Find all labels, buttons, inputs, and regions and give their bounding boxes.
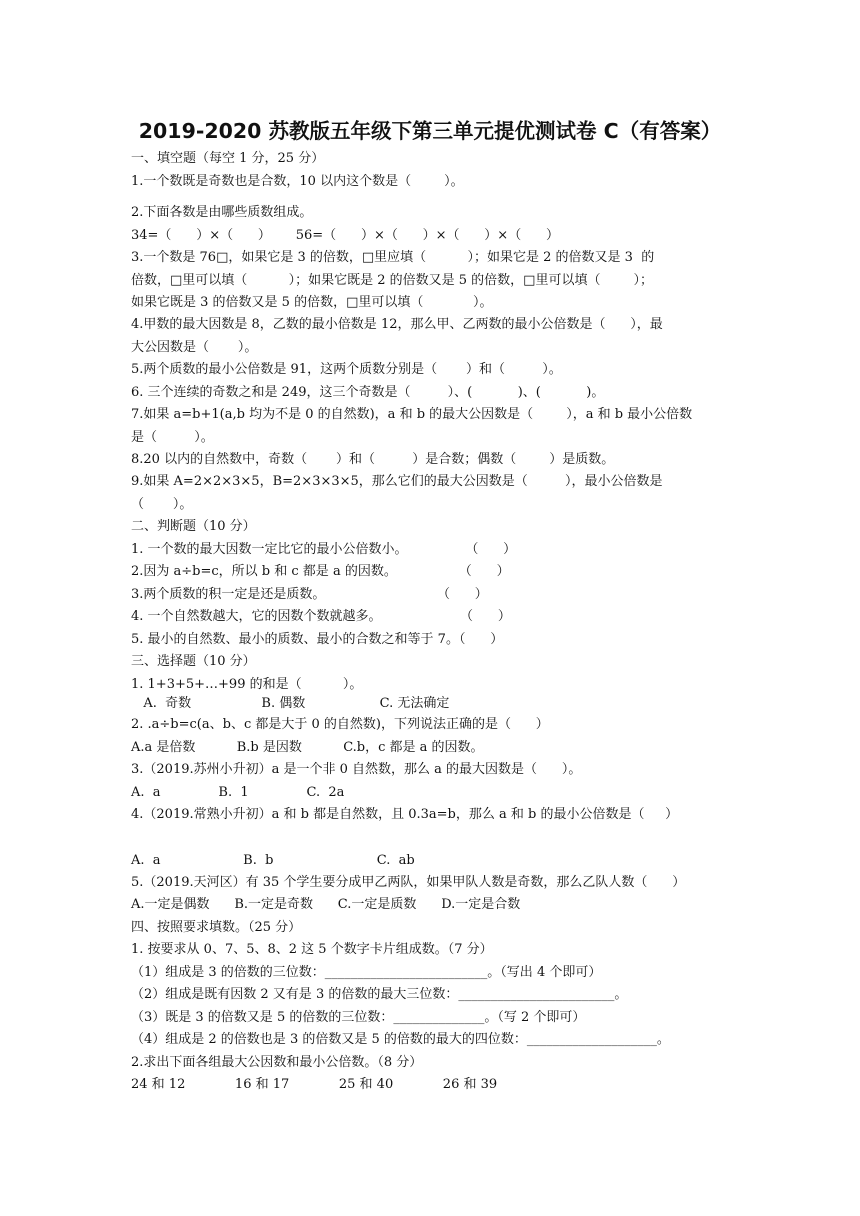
- page-title: 2019-2020 苏教版五年级下第三单元提优测试卷 C（有答案）: [138, 119, 722, 143]
- question-3-5-options: A.一定是偶数 B.一定是奇数 C.一定是质数 D.一定是合数: [131, 897, 521, 912]
- question-1-2: 2.下面各数是由哪些质数组成。: [131, 205, 313, 220]
- question-3-4: 4.（2019.常熟小升初）a 和 b 都是自然数，且 0.3a=b，那么 a 和 b 的最小公倍数是（ ）: [131, 807, 679, 822]
- question-1-2-blanks: 34=（ ）×（ ） 56=（ ）×（ ）×（ ）×（ ）: [131, 228, 559, 243]
- question-4-1-part-3: （3）既是 3 的倍数又是 5 的倍数的三位数：______________。（写 2 个即可）: [131, 1010, 586, 1025]
- question-3-2: 2. .a÷b=c(a、b、c 都是大于 0 的自然数)，下列说法正确的是（ ）: [131, 717, 549, 732]
- question-1-9: 9.如果 A=2×2×3×5，B=2×3×3×5，那么它们的最大公因数是（ ），最小公倍数是: [131, 474, 663, 489]
- question-2-1: 1. 一个数的最大因数一定比它的最小公倍数小。 （ ）: [131, 542, 517, 557]
- question-4-1-part-2: （2）组成是既有因数 2 又有是 3 的倍数的最大三位数：________________________。: [131, 987, 628, 1002]
- question-3-1: 1. 1+3+5+…+99 的和是（ ）。: [131, 677, 363, 692]
- question-4-1: 1. 按要求从 0、7、5、8、2 这 5 个数字卡片组成数。（7 分）: [131, 942, 493, 957]
- section-4-heading: 四、按照要求填数。（25 分）: [131, 920, 302, 935]
- question-2-2: 2.因为 a÷b=c，所以 b 和 c 都是 a 的因数。 （ ）: [131, 564, 510, 579]
- question-4-2: 2.求出下面各组最大公因数和最小公倍数。（8 分）: [131, 1055, 423, 1070]
- question-1-3-cont2: 如果它既是 3 的倍数又是 5 的倍数，□里可以填（ ）。: [131, 295, 493, 310]
- question-2-4: 4. 一个自然数越大，它的因数个数就越多。 （ ）: [131, 609, 511, 624]
- question-3-2-options: A.a 是倍数 B.b 是因数 C.b，c 都是 a 的因数。: [131, 740, 484, 755]
- question-1-3: 3.一个数是 76□，如果它是 3 的倍数，□里应填（ ）；如果它是 2 的倍数又是 3 的: [131, 250, 655, 265]
- question-4-1-part-1: （1）组成是 3 的倍数的三位数：_________________________。（写出 4 个即可）: [131, 965, 602, 980]
- question-3-1-options: A. 奇数 B. 偶数 C. 无法确定: [131, 696, 450, 711]
- question-1-4-cont: 大公因数是（ ）。: [131, 340, 258, 355]
- question-1-9-cont: （ ）。: [131, 497, 193, 512]
- question-3-3: 3.（2019.苏州小升初）a 是一个非 0 自然数，那么 a 的最大因数是（ ）。: [131, 762, 582, 777]
- section-3-heading: 三、选择题（10 分）: [131, 654, 256, 669]
- question-1-5: 5.两个质数的最小公倍数是 91，这两个质数分别是（ ）和（ ）。: [131, 362, 562, 377]
- question-2-5: 5. 最小的自然数、最小的质数、最小的合数之和等于 7。（ ）: [131, 632, 504, 647]
- question-4-2-pairs: 24 和 12 16 和 17 25 和 40 26 和 39: [131, 1077, 498, 1092]
- question-1-6: 6. 三个连续的奇数之和是 249，这三个奇数是（ ）、( )、( )。: [131, 385, 605, 400]
- question-1-7-cont: 是（ ）。: [131, 430, 214, 445]
- question-4-1-part-4: （4）组成是 2 的倍数也是 3 的倍数又是 5 的倍数的最大的四位数：____________________。: [131, 1032, 670, 1047]
- question-3-4-options: A. a B. b C. ab: [131, 853, 415, 868]
- question-1-4: 4.甲数的最大因数是 8，乙数的最小倍数是 12，那么甲、乙两数的最小公倍数是（ ），最: [131, 317, 663, 332]
- question-1-7: 7.如果 a=b+1(a,b 均为不是 0 的自然数)，a 和 b 的最大公因数是（ ），a 和 b 最小公倍数: [131, 407, 693, 422]
- question-1-3-cont: 倍数，□里可以填（ ）；如果它既是 2 的倍数又是 5 的倍数，□里可以填（ ）；: [131, 273, 654, 288]
- question-3-3-options: A. a B. 1 C. 2a: [131, 785, 345, 800]
- question-3-5: 5.（2019.天河区）有 35 个学生要分成甲乙两队，如果甲队人数是奇数，那么乙队人数（ ）: [131, 875, 686, 890]
- section-2-heading: 二、判断题（10 分）: [131, 519, 256, 534]
- question-1-8: 8.20 以内的自然数中，奇数（ ）和（ ）是合数；偶数（ ）是质数。: [131, 452, 615, 467]
- section-1-heading: 一、填空题（每空 1 分，25 分）: [131, 151, 325, 166]
- question-1-1: 1.一个数既是奇数也是合数，10 以内这个数是（ ）。: [131, 174, 464, 189]
- question-2-3: 3.两个质数的积一定是还是质数。 （ ）: [131, 587, 488, 602]
